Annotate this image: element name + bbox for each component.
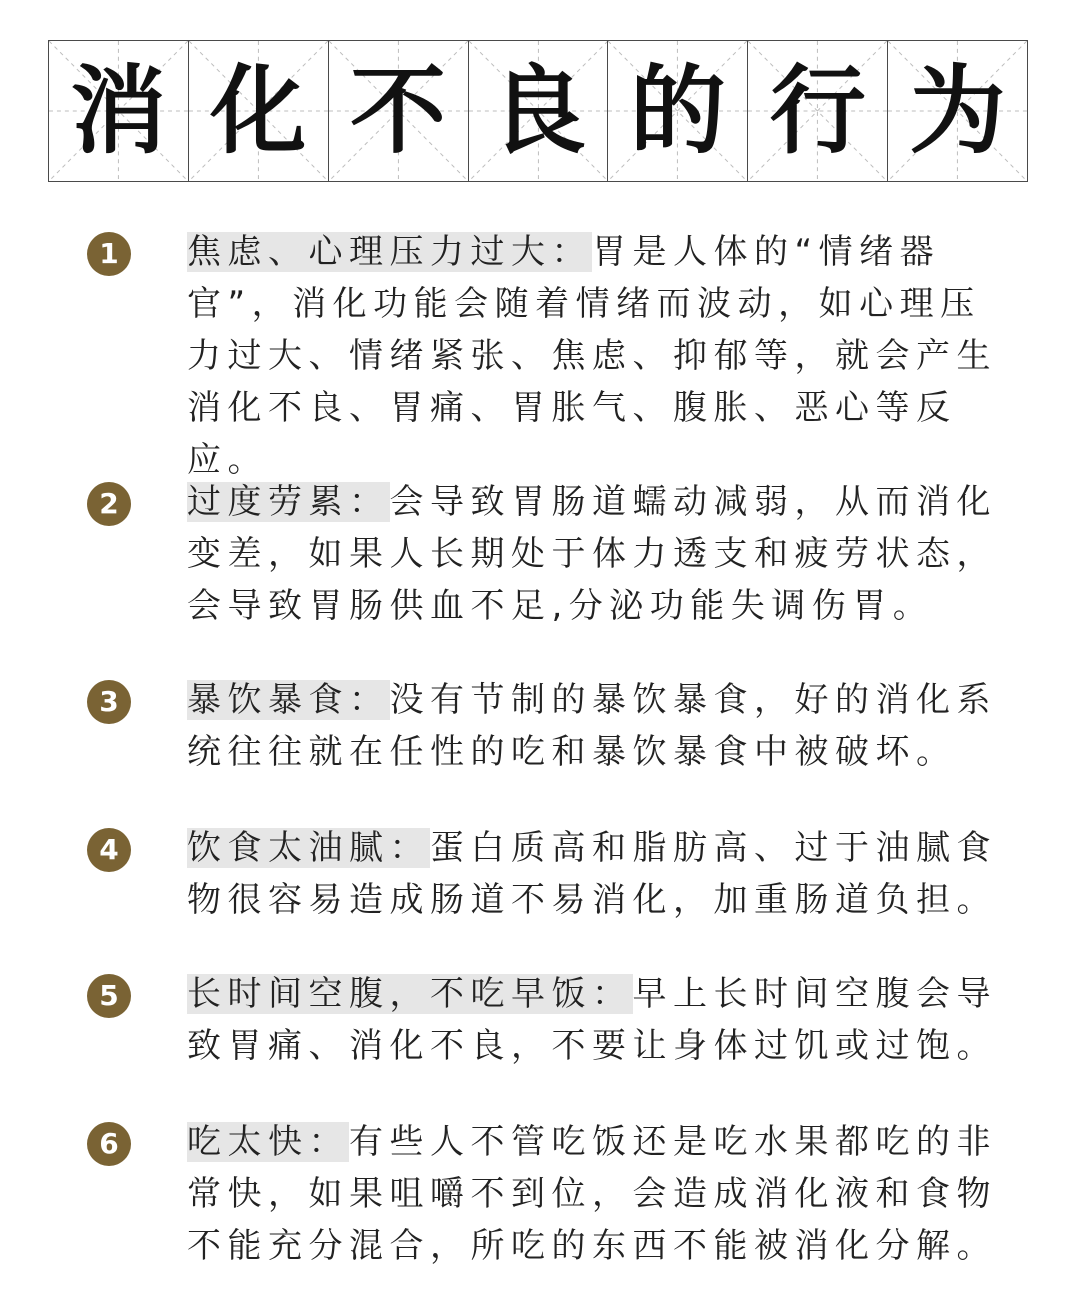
title-char: 化 <box>210 55 307 167</box>
item-text <box>187 476 999 632</box>
item-body: 没有节制的暴饮暴食，好的消化系统往往就在任性的吃和暴饮暴食中被破坏。 <box>187 680 997 772</box>
number-badge: 4 <box>87 828 131 872</box>
item-heading: 焦虑、心理压力过大： <box>187 232 592 272</box>
item-body: 蛋白质高和脂肪高、过于油腻食物很容易造成肠道不易消化，加重肠道负担。 <box>187 828 997 920</box>
item-heading: 吃太快： <box>187 1122 349 1162</box>
item-text <box>187 674 999 778</box>
item-body: 会导致胃肠道蠕动减弱，从而消化变差，如果人长期处于体力透支和疲劳状态，会导致胃肠供血不足,分泌功能失调伤胃。 <box>187 482 997 626</box>
number-badge: 1 <box>87 232 131 276</box>
item-heading: 长时间空腹，不吃早饭： <box>187 974 633 1014</box>
item-heading: 过度劳累： <box>187 482 390 522</box>
item-text <box>187 226 999 486</box>
number-badge: 2 <box>87 482 131 526</box>
title-cell <box>48 40 189 182</box>
item-heading: 饮食太油腻： <box>187 828 430 868</box>
title-char: 的 <box>629 55 726 167</box>
item-heading: 暴饮暴食： <box>187 680 390 720</box>
title-cell <box>747 40 888 182</box>
number-badge: 5 <box>87 974 131 1018</box>
number-badge: 6 <box>87 1122 131 1166</box>
title-cell <box>887 40 1028 182</box>
item-body: 胃是人体的“情绪器官”，消化功能会随着情绪而波动，如心理压力过大、情绪紧张、焦虑、抑郁等，就会产生消化不良、胃痛、胃胀气、腹胀、恶心等反应。 <box>187 232 997 480</box>
title-cell <box>607 40 748 182</box>
title-char: 不 <box>350 55 447 167</box>
item-body: 早上长时间空腹会导致胃痛、消化不良，不要让身体过饥或过饱。 <box>187 974 997 1066</box>
title-char: 为 <box>909 55 1006 167</box>
item-text <box>187 822 999 926</box>
title-grid <box>48 40 1034 182</box>
title-char: 消 <box>70 55 167 167</box>
title-cell <box>328 40 469 182</box>
item-body: 有些人不管吃饭还是吃水果都吃的非常快，如果咀嚼不到位，会造成消化液和食物不能充分混合，所吃的东西不能被消化分解。 <box>187 1122 997 1266</box>
item-text <box>187 1116 999 1272</box>
title-char: 行 <box>769 55 866 167</box>
title-cell <box>468 40 609 182</box>
title-char: 良 <box>490 55 586 167</box>
title-cell <box>188 40 329 182</box>
item-text <box>187 968 999 1072</box>
number-badge: 3 <box>87 680 131 724</box>
